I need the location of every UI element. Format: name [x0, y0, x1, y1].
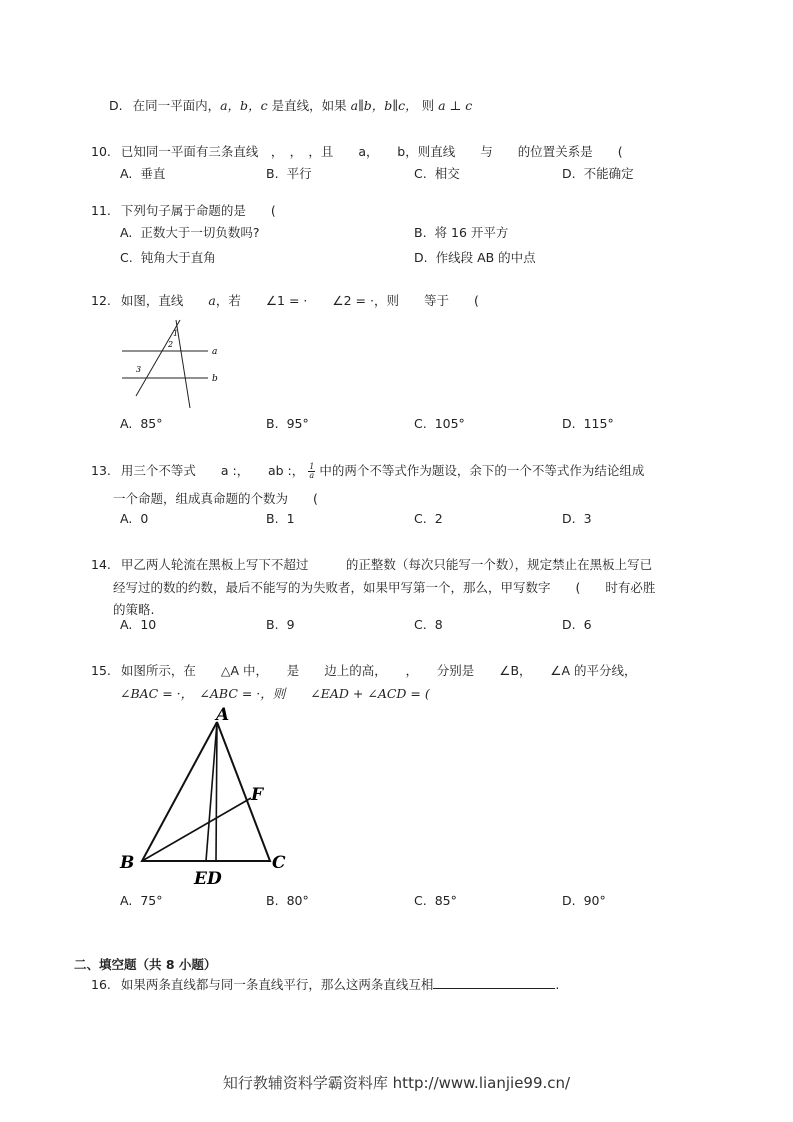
- option-letter: A.: [120, 166, 133, 181]
- angle-label-3: 3: [136, 365, 142, 374]
- q10-stem: [91, 142, 623, 160]
- question-number: 12.: [91, 293, 111, 308]
- q14-stem-line1: [91, 555, 652, 573]
- q10-option-d: [562, 164, 634, 182]
- line-label-b: b: [212, 374, 218, 384]
- option-text: 3: [583, 511, 592, 526]
- option-text: 钝角大于直角: [140, 250, 216, 265]
- option-letter: A.: [120, 225, 133, 240]
- option-text: 2: [434, 511, 443, 526]
- q12-option-b: [266, 416, 309, 431]
- line-label-a: a: [212, 347, 218, 357]
- option-text: 105°: [434, 416, 465, 431]
- q14-option-a: [120, 617, 156, 632]
- question-text: 已知同一平面有三条直线 ， ， ，且 a， b，则直线 与 的位置关系是 (: [120, 144, 623, 159]
- altitude-ad: [216, 722, 217, 861]
- vertex-label-a: A: [216, 705, 230, 725]
- q14-stem-line2: [113, 578, 655, 596]
- question-text: 如图，直线: [120, 293, 209, 308]
- question-text: 的策略.: [113, 602, 155, 617]
- question-text: 甲乙两人轮流在黑板上写下不超过 的正整数（每次只能写一个数），规定禁止在黑板上写已: [120, 557, 653, 572]
- q13-option-c: [414, 511, 443, 526]
- question-number: 13.: [91, 463, 111, 478]
- question-text: 一个命题，组成真命题的个数为 (: [113, 491, 318, 506]
- math-expr: a ⊥ c: [438, 98, 473, 113]
- option-text: 9: [286, 617, 295, 632]
- option-text: 是直线，如果: [271, 98, 347, 113]
- option-text: 80°: [286, 893, 309, 908]
- q12-option-a: [120, 416, 162, 431]
- q11-option-a: [120, 223, 259, 241]
- vertex-label-b: B: [120, 853, 135, 873]
- question-number: 14.: [91, 557, 111, 572]
- question-text: 下列句子属于命题的是 (: [120, 203, 276, 218]
- question-number: 11.: [91, 203, 111, 218]
- option-text: 90°: [583, 893, 606, 908]
- option-letter: C.: [414, 617, 427, 632]
- option-text: 8: [434, 617, 443, 632]
- question-text: 如果两条直线都与同一条直线平行，那么这两条直线互相: [120, 977, 434, 992]
- option-letter: A.: [120, 416, 133, 431]
- option-text: 则: [421, 98, 435, 113]
- option-text: 相交: [434, 166, 460, 181]
- point-label-f: F: [251, 785, 264, 805]
- angle-label-2: 2: [168, 340, 174, 349]
- question-text: .: [555, 977, 560, 992]
- q15-option-b: [266, 893, 309, 908]
- option-letter: A.: [120, 893, 133, 908]
- math-expr: a: [208, 293, 216, 308]
- question-text: 用三个不等式 a :， ab :，: [120, 463, 305, 478]
- option-letter: D.: [562, 617, 576, 632]
- question-text: ∠BAC = ·， ∠ABC = ·，则 ∠EAD + ∠ACD = (: [120, 686, 430, 701]
- math-expr: a∥b，b∥c，: [350, 98, 418, 113]
- q11-stem: [91, 201, 276, 219]
- q15-option-c: [414, 893, 457, 908]
- q11-option-d: [414, 248, 536, 266]
- q12-option-c: [414, 416, 465, 431]
- fraction: [308, 463, 315, 480]
- fraction-denominator: a: [309, 471, 315, 480]
- option-text: 95°: [286, 416, 309, 431]
- option-letter: D.: [562, 416, 576, 431]
- option-letter: D.: [414, 250, 428, 265]
- option-text: 85°: [140, 416, 163, 431]
- option-text: 0: [140, 511, 149, 526]
- page-footer: 知行教辅资料学霸资料库 http://www.lianjie99.cn/: [222, 1074, 571, 1092]
- option-letter: D.: [109, 98, 123, 113]
- option-letter: D.: [562, 511, 576, 526]
- q14-option-d: [562, 617, 592, 632]
- q15-stem-line1: [91, 661, 637, 679]
- option-letter: B.: [266, 617, 279, 632]
- option-letter: C.: [414, 893, 427, 908]
- question-text: 如图所示，在 △A 中， 是 边上的高， ， 分别是 ∠B， ∠A 的平分线，: [120, 663, 637, 678]
- option-letter: B.: [414, 225, 427, 240]
- q10-option-a: [120, 164, 165, 182]
- transversal-1: [176, 320, 190, 408]
- question-number: 16.: [91, 977, 111, 992]
- q12-option-d: [562, 416, 614, 431]
- option-letter: C.: [414, 166, 427, 181]
- option-letter: C.: [414, 511, 427, 526]
- q9-option-d: [109, 96, 472, 114]
- math-expr: a，b，c: [220, 98, 268, 113]
- triangle-figure: [112, 700, 312, 890]
- option-text: 10: [140, 617, 157, 632]
- q10-option-c: [414, 164, 460, 182]
- option-text: 1: [286, 511, 295, 526]
- option-text: 85°: [434, 893, 457, 908]
- option-text: 75°: [140, 893, 163, 908]
- option-letter: D.: [562, 893, 576, 908]
- option-text: 正数大于一切负数吗?: [140, 225, 260, 240]
- q13-stem-line2: [113, 489, 318, 507]
- section-heading: 二、填空题（共 8 小题）: [74, 957, 217, 972]
- q11-option-b: [414, 223, 508, 241]
- q15-option-a: [120, 893, 162, 908]
- q15-option-d: [562, 893, 606, 908]
- option-letter: C.: [120, 250, 133, 265]
- q16-stem: [91, 975, 559, 993]
- q10-option-b: [266, 164, 312, 182]
- q14-stem-line3: [113, 600, 154, 618]
- q13-stem-line1: [91, 461, 644, 480]
- question-number: 10.: [91, 144, 111, 159]
- option-text: 不能确定: [583, 166, 634, 181]
- option-text: 115°: [583, 416, 614, 431]
- q12-stem: [91, 291, 479, 309]
- option-text: 将 16 开平方: [434, 225, 509, 240]
- question-number: 15.: [91, 663, 111, 678]
- option-letter: B.: [266, 416, 279, 431]
- question-text: ，若 ∠1 = · ∠2 = ·，则 等于 (: [215, 293, 479, 308]
- point-label-ed: ED: [194, 869, 222, 889]
- option-text: 作线段 AB 的中点: [435, 250, 536, 265]
- option-letter: B.: [266, 893, 279, 908]
- option-letter: B.: [266, 166, 279, 181]
- vertex-label-c: C: [272, 853, 286, 873]
- option-letter: C.: [414, 416, 427, 431]
- option-letter: D.: [562, 166, 576, 181]
- option-letter: A.: [120, 617, 133, 632]
- fraction-numerator: 1: [309, 462, 315, 471]
- option-text: 平行: [286, 166, 312, 181]
- option-letter: A.: [120, 511, 133, 526]
- q13-option-d: [562, 511, 592, 526]
- question-text: 经写过的数的约数，最后不能写的为失败者，如果甲写第一个，那么，甲写数字 ( 时有必胜: [113, 580, 656, 595]
- q11-option-c: [120, 248, 216, 266]
- q14-option-b: [266, 617, 295, 632]
- question-text: 中的两个不等式作为题设，余下的一个不等式作为结论组成: [319, 463, 645, 478]
- option-text: 垂直: [140, 166, 166, 181]
- parallel-lines-figure: [118, 316, 228, 412]
- option-text: 6: [583, 617, 592, 632]
- answer-blank[interactable]: [433, 976, 555, 989]
- q14-option-c: [414, 617, 443, 632]
- option-text: 在同一平面内，: [132, 98, 221, 113]
- q13-option-a: [120, 511, 148, 526]
- option-letter: B.: [266, 511, 279, 526]
- angle-label-1: 1: [173, 329, 179, 338]
- q13-option-b: [266, 511, 295, 526]
